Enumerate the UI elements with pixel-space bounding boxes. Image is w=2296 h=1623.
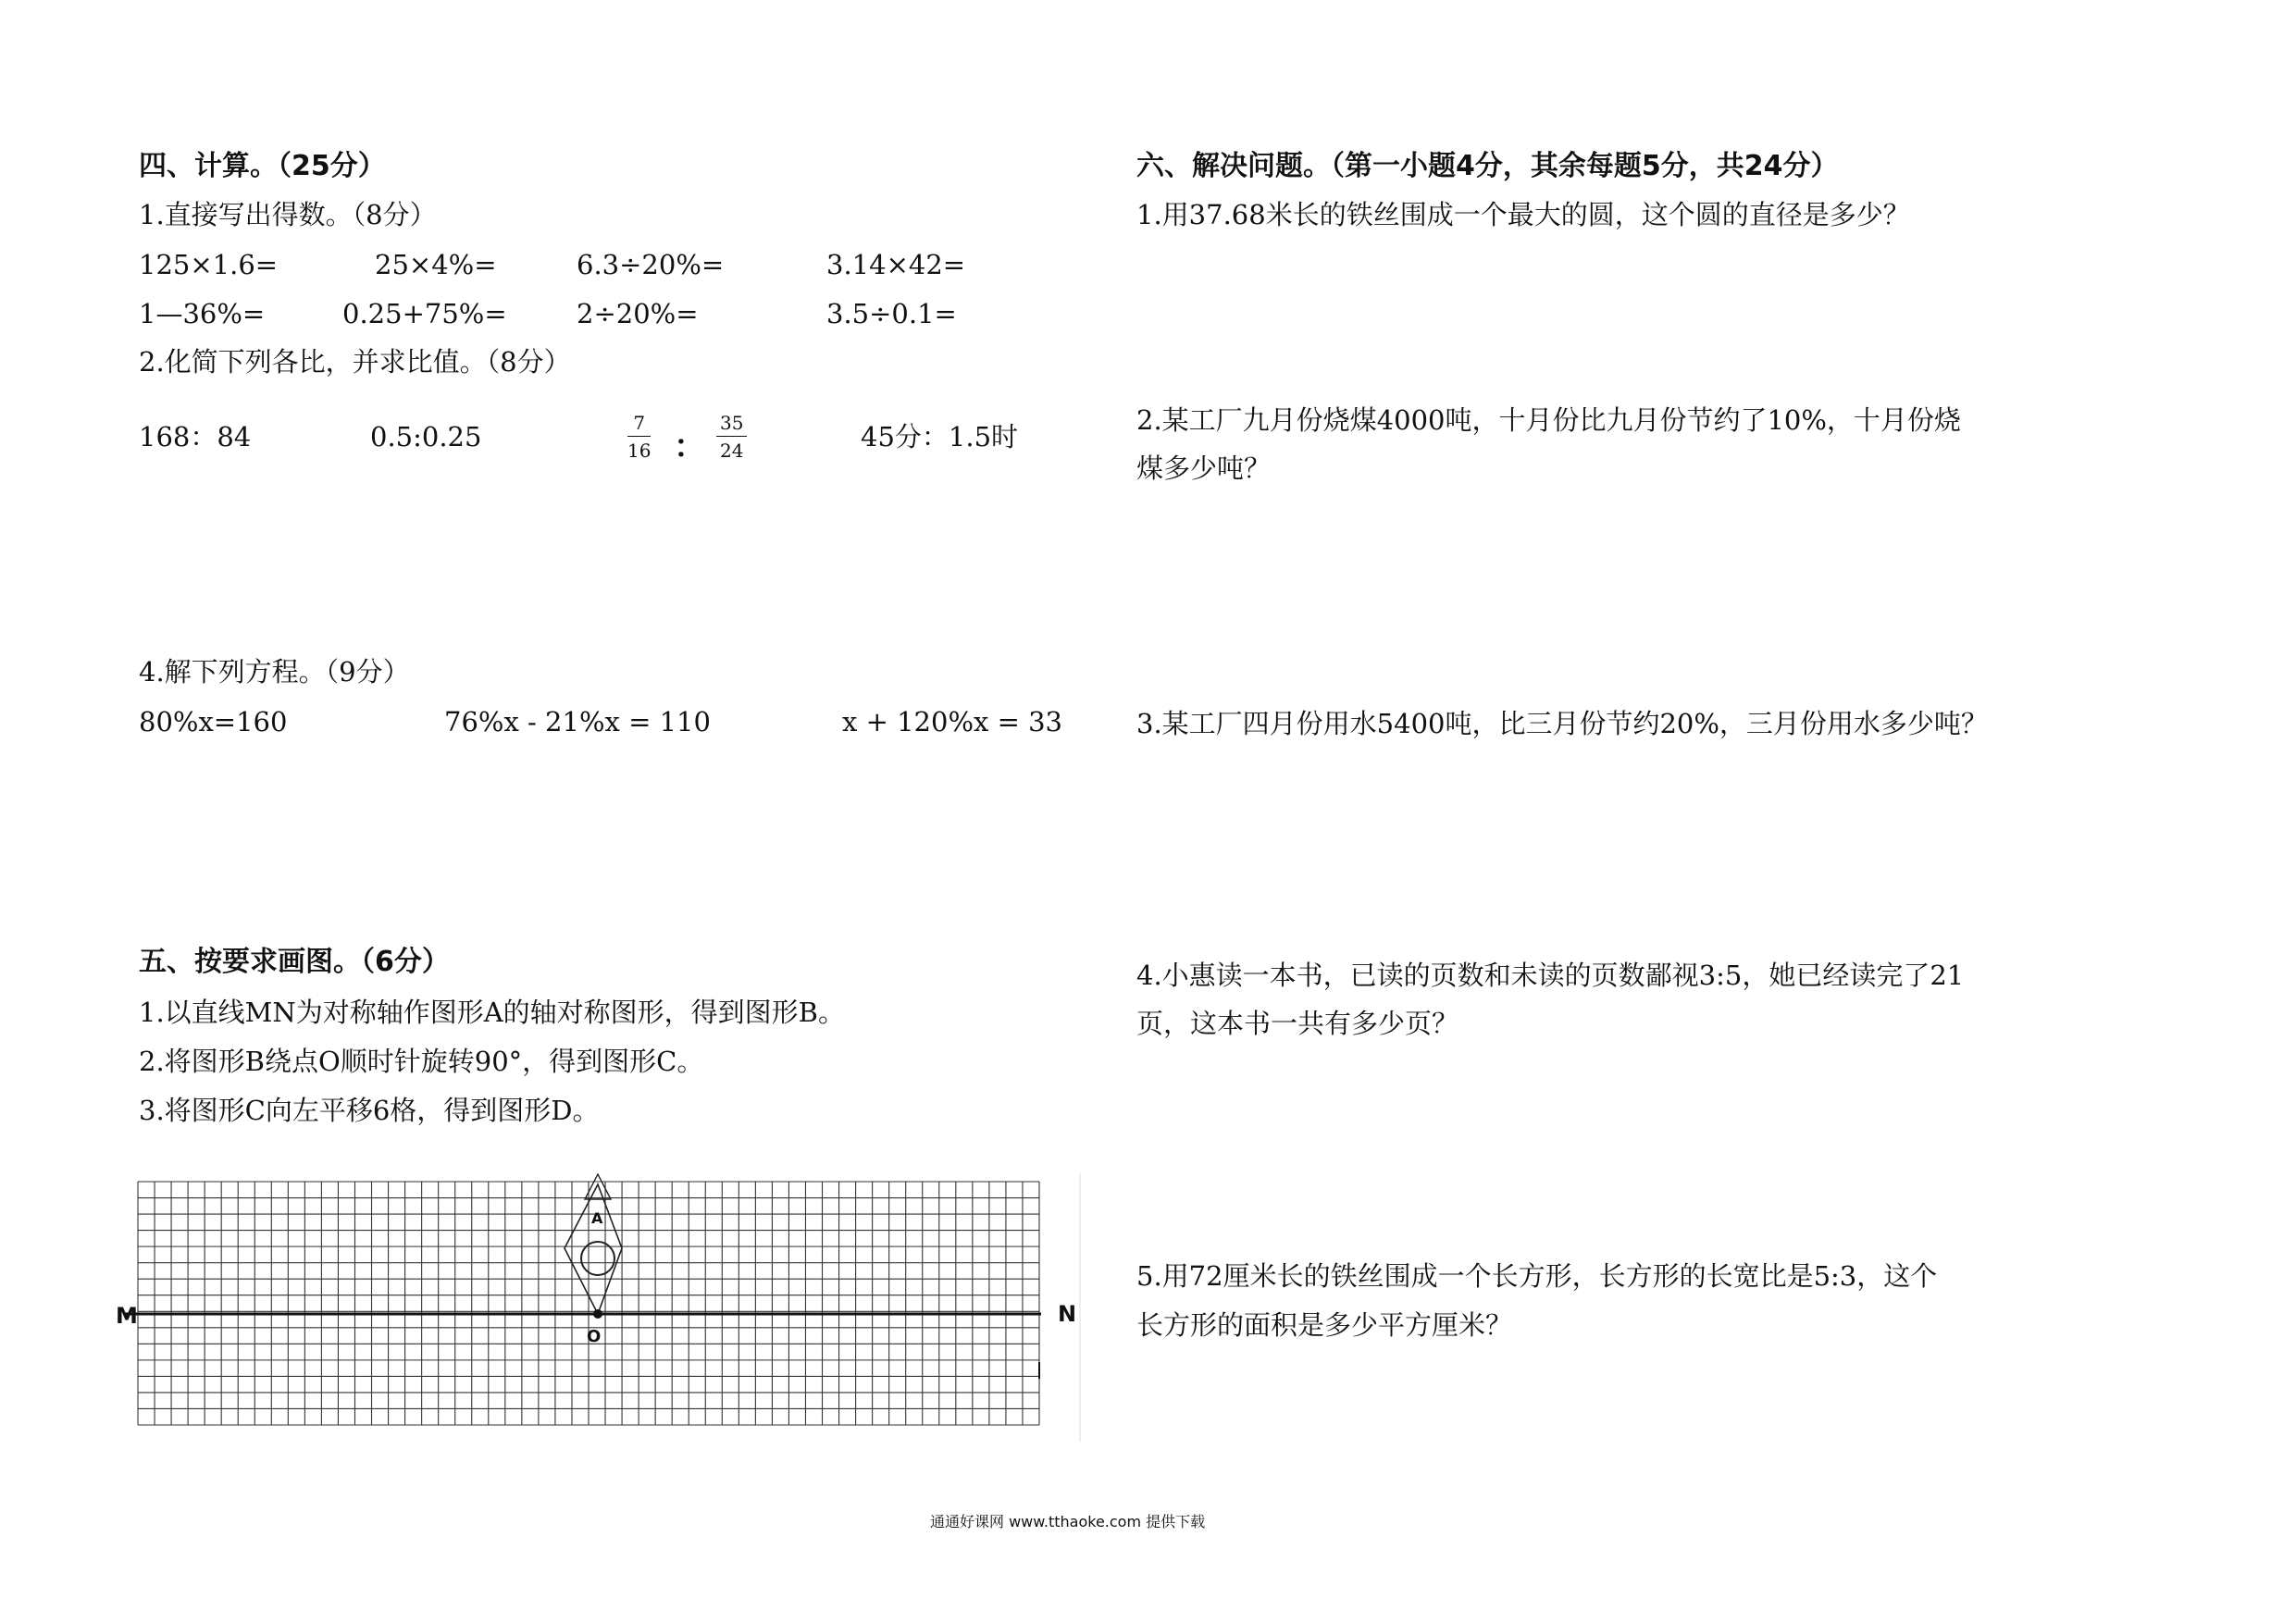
ratio-colon: ： [674, 428, 705, 465]
section5-title: 五、按要求画图。（6分） [139, 946, 450, 978]
q1-item: 0.25+75%= [342, 298, 507, 329]
equation: 76%x - 21%x = 110 [444, 706, 711, 737]
q2-item: 45分：1.5时 [861, 421, 1019, 452]
q1-item: 25×4%= [375, 249, 497, 280]
fraction-denominator: 24 [720, 440, 744, 462]
figure-a-rhombus [565, 1184, 622, 1314]
q4-heading: 4.解下列方程。（9分） [139, 656, 410, 688]
q1-item: 125×1.6= [139, 249, 279, 280]
label-m: M [116, 1303, 138, 1329]
problem-2-line2: 煤多少吨？ [1136, 452, 1272, 484]
section6-title: 六、解决问题。（第一小题4分，其余每题5分，共24分） [1136, 150, 1839, 182]
fraction-numerator: 7 [627, 414, 651, 437]
problem-3: 3.某工厂四月份用水5400吨，比三月份节约20%，三月份用水多少吨？ [1136, 708, 1988, 739]
footer-credit: 通通好课网 www.tthaoke.com 提供下载 [930, 1513, 1206, 1530]
label-a: A [591, 1209, 603, 1227]
q2-item: 168：84 [139, 421, 252, 452]
q1-item: 3.14×42= [826, 249, 966, 280]
equation: x + 120%x = 33 [842, 706, 1062, 737]
q2-item: 0.5:0.25 [370, 421, 482, 452]
fraction-denominator: 16 [627, 440, 652, 462]
drawing-step: 2.将图形B绕点O顺时针旋转90°，得到图形C。 [139, 1046, 704, 1077]
drawing-step: 3.将图形C向左平移6格，得到图形D。 [139, 1095, 600, 1126]
drawing-step: 1.以直线MN为对称轴作图形A的轴对称图形，得到图形B。 [139, 997, 845, 1028]
label-o: O [587, 1327, 602, 1346]
q1-item: 3.5÷0.1= [826, 298, 957, 329]
grid-lines [138, 1182, 1039, 1425]
point-o [593, 1309, 602, 1319]
q1-heading: 1.直接写出得数。（8分） [139, 199, 437, 230]
problem-5-line1: 5.用72厘米长的铁丝围成一个长方形，长方形的长宽比是5:3，这个 [1136, 1260, 1938, 1292]
section4-title: 四、计算。（25分） [139, 150, 386, 182]
equation: 80%x=160 [139, 706, 288, 737]
fraction-35-24 [716, 414, 747, 460]
fraction-numerator: 35 [716, 414, 747, 437]
label-n: N [1058, 1301, 1077, 1327]
q2-heading: 2.化简下列各比，并求比值。（8分） [139, 346, 571, 378]
q1-item: 1—36%= [139, 298, 266, 329]
q1-item: 6.3÷20%= [577, 249, 725, 280]
problem-1: 1.用37.68米长的铁丝围成一个最大的圆，这个圆的直径是多少？ [1136, 199, 1910, 230]
problem-4-line1: 4.小惠读一本书，已读的页数和未读的页数鄙视3:5，她已经读完了21 [1136, 960, 1965, 991]
problem-2-line1: 2.某工厂九月份烧煤4000吨，十月份比九月份节约了10%，十月份烧 [1136, 404, 1961, 436]
fraction-7-16 [627, 414, 651, 460]
drawing-grid [106, 1173, 1097, 1451]
problem-4-line2: 页，这本书一共有多少页？ [1136, 1008, 1459, 1039]
q1-item: 2÷20%= [577, 298, 699, 329]
problem-5-line2: 长方形的面积是多少平方厘米？ [1136, 1309, 1513, 1341]
